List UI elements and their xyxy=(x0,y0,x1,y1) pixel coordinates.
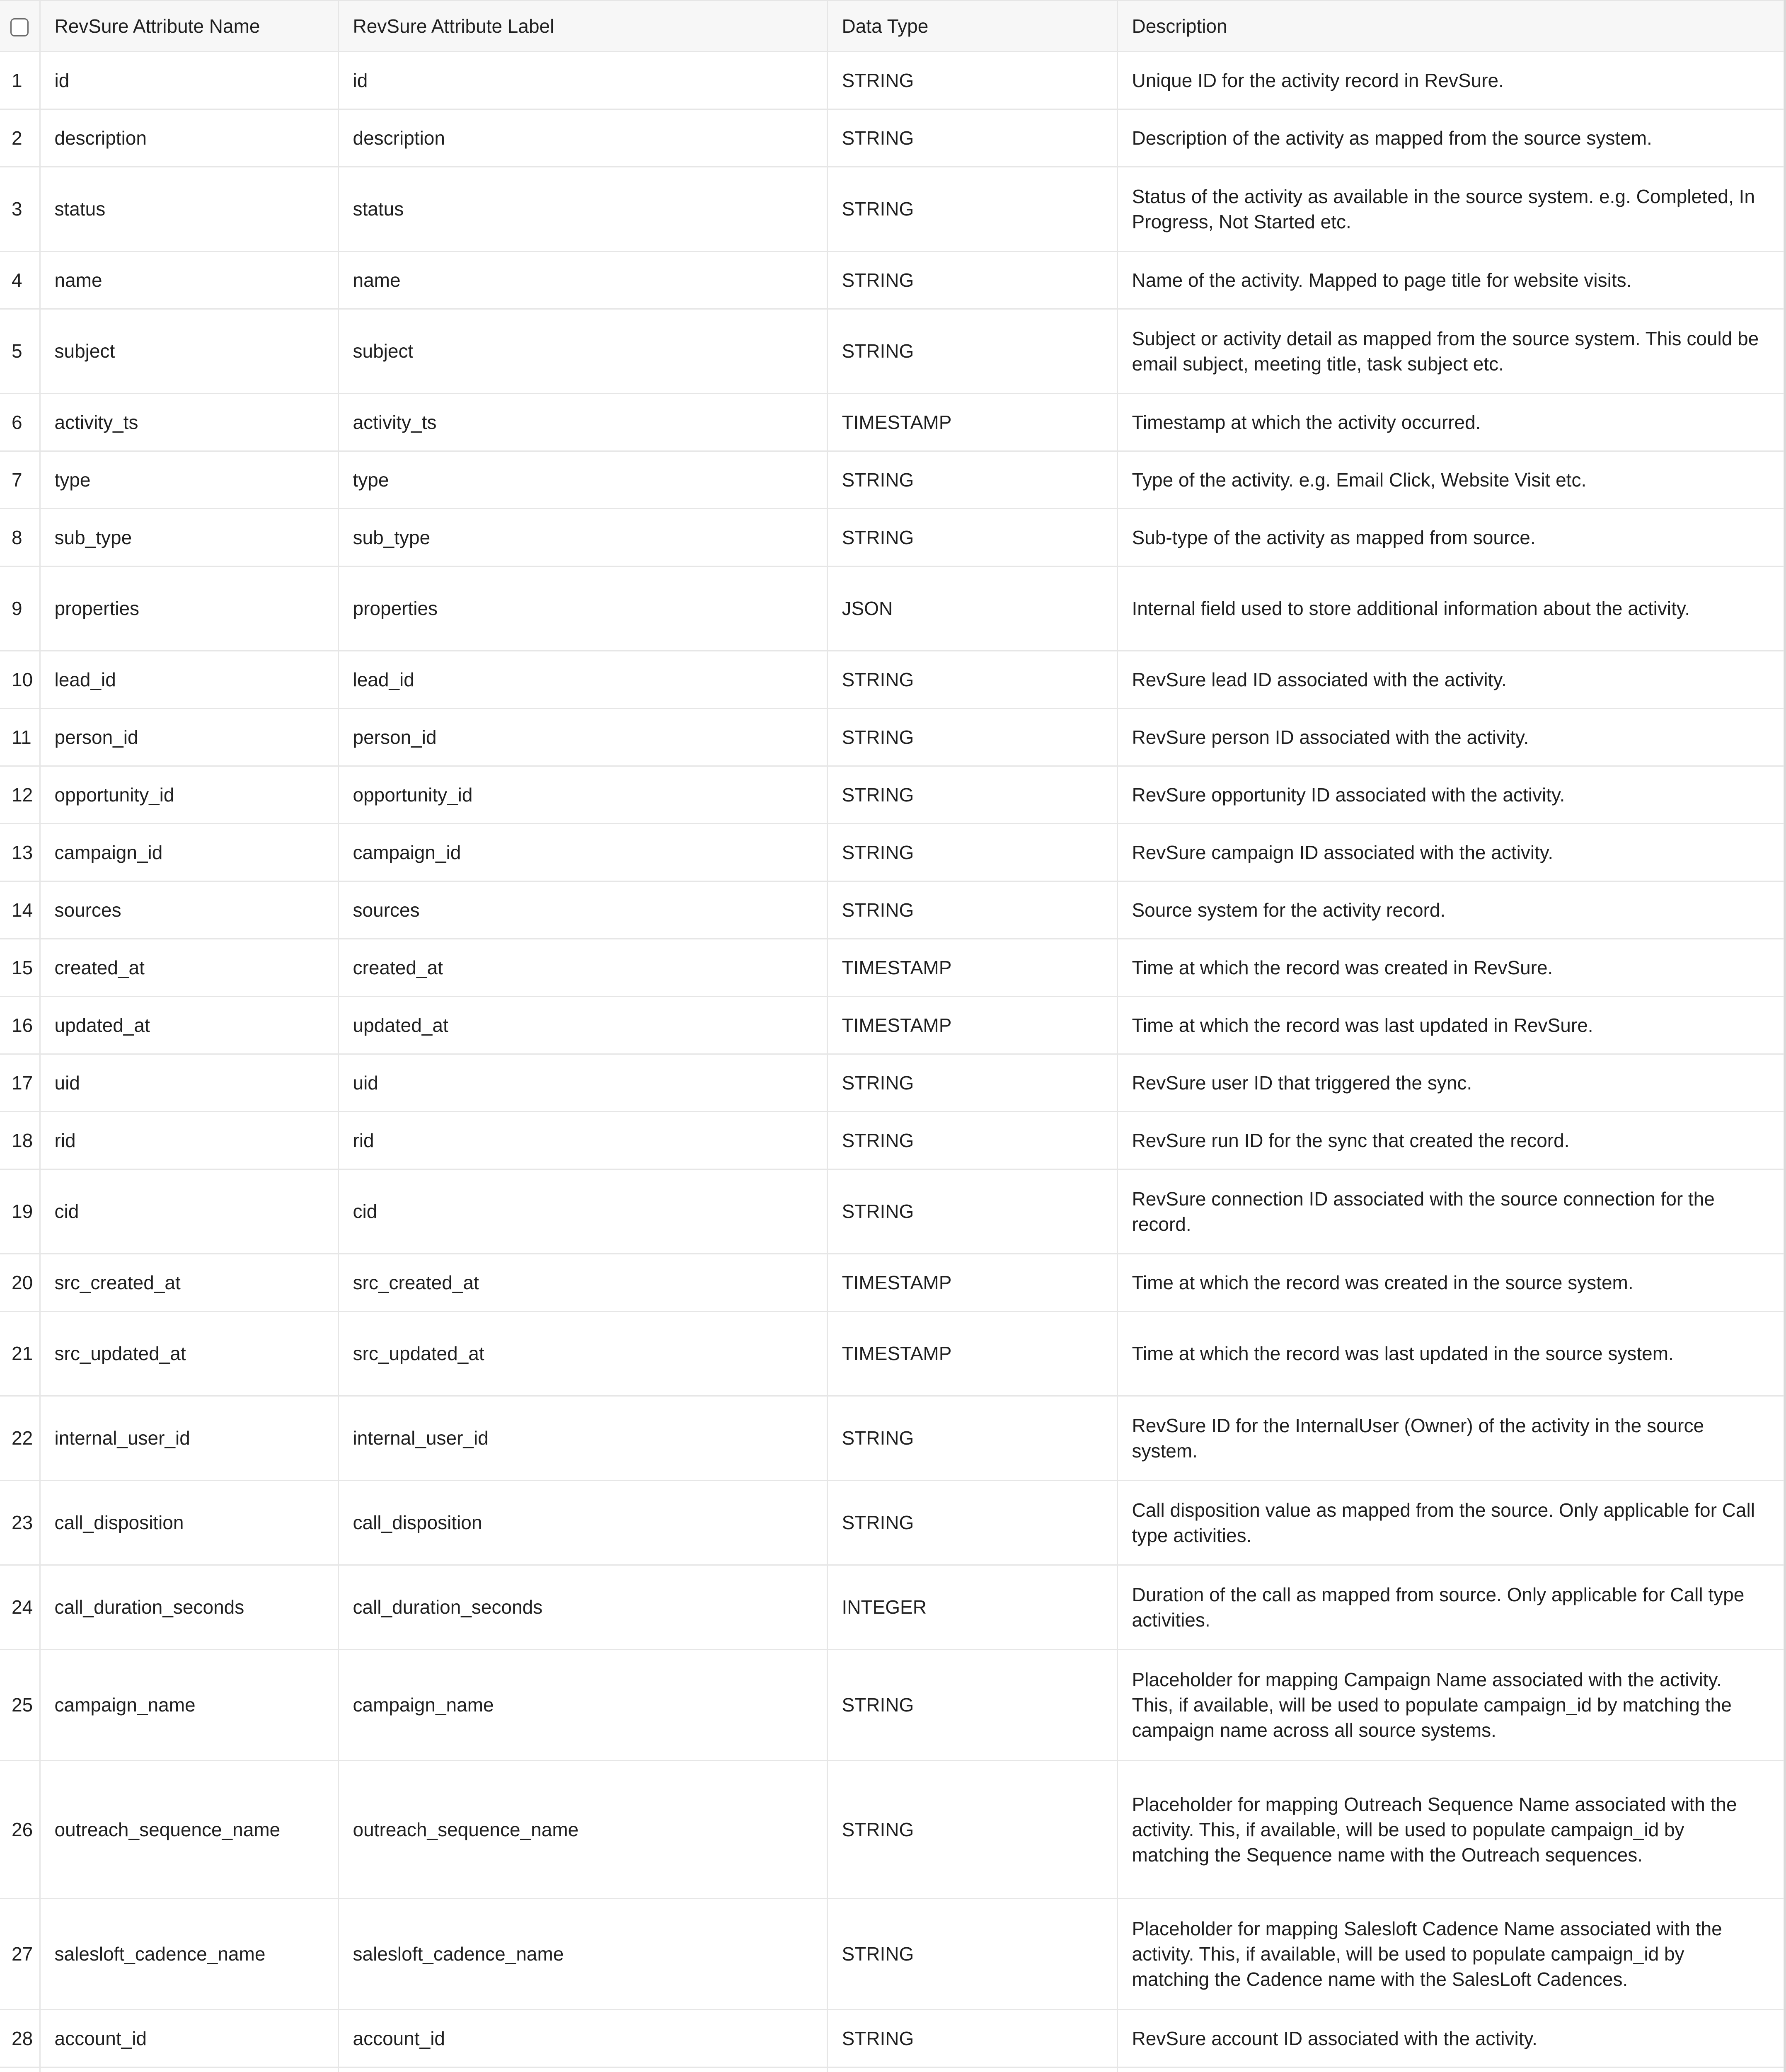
attribute-name-cell: rid xyxy=(40,1112,338,1169)
row-number: 3 xyxy=(0,167,40,252)
attribute-name-cell: properties xyxy=(40,566,338,651)
data-type-cell: STRING xyxy=(827,709,1117,766)
row-number: 5 xyxy=(0,309,40,394)
row-number xyxy=(0,2067,40,2072)
column-header-type[interactable]: Data Type xyxy=(827,1,1117,52)
description-cell: Source system for the activity record. xyxy=(1117,881,1784,939)
table-row[interactable] xyxy=(0,1112,1784,1169)
row-number: 28 xyxy=(0,2010,40,2067)
attribute-label-cell: properties xyxy=(338,566,827,651)
table-row[interactable] xyxy=(0,1312,1784,1396)
description-cell: Duration of the call as mapped from source. Only applicable for Call type activities. xyxy=(1117,1565,1784,1650)
attribute-label-cell: uid xyxy=(338,1054,827,1112)
table-row[interactable] xyxy=(0,566,1784,651)
data-type-cell: STRING xyxy=(827,1054,1117,1112)
data-type-cell: TIMESTAMP xyxy=(827,939,1117,997)
vertical-scrollbar[interactable] xyxy=(1784,0,1786,2072)
table-row[interactable] xyxy=(0,1565,1784,1650)
description-cell: Description of the activity as mapped from the source system. xyxy=(1117,109,1784,167)
description-cell: Type of the activity. e.g. Email Click, Website Visit etc. xyxy=(1117,451,1784,509)
attribute-label-cell xyxy=(338,2067,827,2072)
table-row[interactable] xyxy=(0,509,1784,566)
row-number: 20 xyxy=(0,1254,40,1312)
row-number: 18 xyxy=(0,1112,40,1169)
attribute-name-cell: subject xyxy=(40,309,338,394)
select-all-checkbox[interactable] xyxy=(10,18,29,36)
column-header-description[interactable]: Description xyxy=(1117,1,1784,52)
table-body xyxy=(0,52,1784,2072)
attribute-name-cell: call_disposition xyxy=(40,1481,338,1565)
table-row[interactable] xyxy=(0,52,1784,109)
description-cell: Placeholder for mapping Salesloft Cadence Name associated with the activity. This, if available, will be used to populate campaign_id by matching the Cadence name with the SalesLoft Cadences. xyxy=(1117,1899,1784,2010)
data-type-cell: STRING xyxy=(827,881,1117,939)
row-number: 23 xyxy=(0,1481,40,1565)
data-type-cell: STRING xyxy=(827,109,1117,167)
table-row[interactable] xyxy=(0,252,1784,309)
description-cell: Sub-type of the activity as mapped from source. xyxy=(1117,509,1784,566)
attribute-label-cell: sources xyxy=(338,881,827,939)
attribute-name-cell: uid xyxy=(40,1054,338,1112)
row-number: 4 xyxy=(0,252,40,309)
attribute-name-cell: person_id xyxy=(40,709,338,766)
description-cell: Time at which the record was created in RevSure. xyxy=(1117,939,1784,997)
row-number: 13 xyxy=(0,824,40,881)
data-type-cell: STRING xyxy=(827,824,1117,881)
row-number: 12 xyxy=(0,766,40,824)
attribute-name-cell: campaign_name xyxy=(40,1650,338,1761)
row-number: 14 xyxy=(0,881,40,939)
table-row[interactable] xyxy=(0,1054,1784,1112)
attribute-label-cell: description xyxy=(338,109,827,167)
data-type-cell: STRING xyxy=(827,766,1117,824)
table-row[interactable] xyxy=(0,709,1784,766)
data-type-cell: JSON xyxy=(827,566,1117,651)
description-cell: RevSure campaign ID associated with the activity. xyxy=(1117,824,1784,881)
description-cell: Internal field used to store additional information about the activity. xyxy=(1117,566,1784,651)
row-number: 2 xyxy=(0,109,40,167)
description-cell xyxy=(1117,2067,1784,2072)
attribute-label-cell: status xyxy=(338,167,827,252)
row-number: 7 xyxy=(0,451,40,509)
row-number: 22 xyxy=(0,1396,40,1481)
attribute-label-cell: subject xyxy=(338,309,827,394)
attribute-label-cell: updated_at xyxy=(338,997,827,1054)
attribute-label-cell: internal_user_id xyxy=(338,1396,827,1481)
data-type-cell: STRING xyxy=(827,167,1117,252)
data-type-cell: STRING xyxy=(827,52,1117,109)
attribute-name-cell: src_updated_at xyxy=(40,1312,338,1396)
table-row[interactable] xyxy=(0,1254,1784,1312)
attribute-name-cell: updated_at xyxy=(40,997,338,1054)
row-number: 11 xyxy=(0,709,40,766)
row-number: 19 xyxy=(0,1169,40,1254)
data-type-cell: STRING xyxy=(827,1169,1117,1254)
row-number: 17 xyxy=(0,1054,40,1112)
attribute-label-cell: id xyxy=(338,52,827,109)
row-number: 26 xyxy=(0,1761,40,1899)
data-type-cell xyxy=(827,2067,1117,2072)
data-type-cell: TIMESTAMP xyxy=(827,997,1117,1054)
attribute-name-cell: description xyxy=(40,109,338,167)
data-type-cell: STRING xyxy=(827,1396,1117,1481)
table-row[interactable] xyxy=(0,1761,1784,1899)
row-number: 8 xyxy=(0,509,40,566)
attribute-name-cell: sub_type xyxy=(40,509,338,566)
row-number: 27 xyxy=(0,1899,40,2010)
table-row[interactable] xyxy=(0,2067,1784,2072)
description-cell: RevSure connection ID associated with the source connection for the record. xyxy=(1117,1169,1784,1254)
description-cell: RevSure opportunity ID associated with the activity. xyxy=(1117,766,1784,824)
table-row[interactable] xyxy=(0,109,1784,167)
attribute-label-cell: sub_type xyxy=(338,509,827,566)
attribute-label-cell: call_duration_seconds xyxy=(338,1565,827,1650)
attribute-name-cell: lead_id xyxy=(40,651,338,709)
select-all-cell xyxy=(0,1,40,52)
table-row[interactable] xyxy=(0,167,1784,252)
attribute-label-cell: lead_id xyxy=(338,651,827,709)
description-cell: RevSure lead ID associated with the activity. xyxy=(1117,651,1784,709)
attribute-label-cell: campaign_id xyxy=(338,824,827,881)
table-row[interactable] xyxy=(0,881,1784,939)
table-row[interactable] xyxy=(0,309,1784,394)
attribute-label-cell: campaign_name xyxy=(338,1650,827,1761)
data-type-cell: TIMESTAMP xyxy=(827,394,1117,451)
table-row[interactable] xyxy=(0,939,1784,997)
attribute-name-cell: salesloft_cadence_name xyxy=(40,1899,338,2010)
attribute-name-cell: call_duration_seconds xyxy=(40,1565,338,1650)
table-row[interactable] xyxy=(0,766,1784,824)
description-cell: Time at which the record was last updated in RevSure. xyxy=(1117,997,1784,1054)
description-cell: RevSure ID for the InternalUser (Owner) of the activity in the source system. xyxy=(1117,1396,1784,1481)
description-cell: Name of the activity. Mapped to page title for website visits. xyxy=(1117,252,1784,309)
data-type-cell: STRING xyxy=(827,451,1117,509)
description-cell: Timestamp at which the activity occurred. xyxy=(1117,394,1784,451)
row-number: 10 xyxy=(0,651,40,709)
attribute-label-cell: salesloft_cadence_name xyxy=(338,1899,827,2010)
attribute-label-cell: src_created_at xyxy=(338,1254,827,1312)
column-header-label[interactable]: RevSure Attribute Label xyxy=(338,1,827,52)
column-header-name[interactable]: RevSure Attribute Name xyxy=(40,1,338,52)
attribute-name-cell: campaign_id xyxy=(40,824,338,881)
data-type-cell: STRING xyxy=(827,509,1117,566)
description-cell: RevSure user ID that triggered the sync. xyxy=(1117,1054,1784,1112)
data-type-cell: TIMESTAMP xyxy=(827,1254,1117,1312)
attribute-label-cell: name xyxy=(338,252,827,309)
table-header-row xyxy=(0,1,1784,52)
data-type-cell: STRING xyxy=(827,252,1117,309)
description-cell: Time at which the record was created in the source system. xyxy=(1117,1254,1784,1312)
table-row[interactable] xyxy=(0,1169,1784,1254)
attribute-label-cell: outreach_sequence_name xyxy=(338,1761,827,1899)
attribute-name-cell: type xyxy=(40,451,338,509)
table-row[interactable] xyxy=(0,997,1784,1054)
attribute-label-cell: cid xyxy=(338,1169,827,1254)
table-row[interactable] xyxy=(0,1650,1784,1761)
data-type-cell: STRING xyxy=(827,1899,1117,2010)
table-row[interactable] xyxy=(0,2010,1784,2067)
table-row[interactable] xyxy=(0,394,1784,451)
attribute-label-cell: opportunity_id xyxy=(338,766,827,824)
data-type-cell: STRING xyxy=(827,1761,1117,1899)
row-number: 25 xyxy=(0,1650,40,1761)
row-number: 6 xyxy=(0,394,40,451)
description-cell: Placeholder for mapping Outreach Sequence Name associated with the activity. This, if available, will be used to populate campaign_id by matching the Sequence name with the Outreach sequences. xyxy=(1117,1761,1784,1899)
attribute-name-cell: activity_ts xyxy=(40,394,338,451)
attribute-label-cell: type xyxy=(338,451,827,509)
table-row[interactable] xyxy=(0,451,1784,509)
attribute-label-cell: activity_ts xyxy=(338,394,827,451)
data-type-cell: TIMESTAMP xyxy=(827,1312,1117,1396)
data-type-cell: STRING xyxy=(827,1650,1117,1761)
table-row[interactable] xyxy=(0,651,1784,709)
attribute-name-cell: cid xyxy=(40,1169,338,1254)
table-row[interactable] xyxy=(0,1481,1784,1565)
description-cell: Status of the activity as available in the source system. e.g. Completed, In Progress, Not Started etc. xyxy=(1117,167,1784,252)
attribute-name-cell: internal_user_id xyxy=(40,1396,338,1481)
data-type-cell: STRING xyxy=(827,309,1117,394)
description-cell: RevSure person ID associated with the activity. xyxy=(1117,709,1784,766)
attribute-name-cell: account_id xyxy=(40,2010,338,2067)
attribute-name-cell: name xyxy=(40,252,338,309)
attribute-name-cell: id xyxy=(40,52,338,109)
description-cell: RevSure account ID associated with the activity. xyxy=(1117,2010,1784,2067)
description-cell: Time at which the record was last updated in the source system. xyxy=(1117,1312,1784,1396)
attribute-name-cell: created_at xyxy=(40,939,338,997)
attribute-label-cell: created_at xyxy=(338,939,827,997)
attribute-label-cell: person_id xyxy=(338,709,827,766)
attribute-label-cell: call_disposition xyxy=(338,1481,827,1565)
table-row[interactable] xyxy=(0,824,1784,881)
attribute-name-cell: sources xyxy=(40,881,338,939)
data-type-cell: STRING xyxy=(827,651,1117,709)
description-cell: Unique ID for the activity record in RevSure. xyxy=(1117,52,1784,109)
row-number: 16 xyxy=(0,997,40,1054)
row-number: 21 xyxy=(0,1312,40,1396)
row-number: 24 xyxy=(0,1565,40,1650)
attribute-name-cell: outreach_sequence_name xyxy=(40,1761,338,1899)
description-cell: RevSure run ID for the sync that created the record. xyxy=(1117,1112,1784,1169)
attribute-label-cell: src_updated_at xyxy=(338,1312,827,1396)
attribute-name-cell: status xyxy=(40,167,338,252)
data-type-cell: STRING xyxy=(827,1112,1117,1169)
row-number: 1 xyxy=(0,52,40,109)
attribute-name-cell xyxy=(40,2067,338,2072)
table-row[interactable] xyxy=(0,1899,1784,2010)
row-number: 15 xyxy=(0,939,40,997)
attribute-label-cell: rid xyxy=(338,1112,827,1169)
attribute-name-cell: opportunity_id xyxy=(40,766,338,824)
attribute-label-cell: account_id xyxy=(338,2010,827,2067)
description-cell: Call disposition value as mapped from the source. Only applicable for Call type activities. xyxy=(1117,1481,1784,1565)
table-row[interactable] xyxy=(0,1396,1784,1481)
attribute-name-cell: src_created_at xyxy=(40,1254,338,1312)
description-cell: Subject or activity detail as mapped from the source system. This could be email subject, meeting title, task subject etc. xyxy=(1117,309,1784,394)
description-cell: Placeholder for mapping Campaign Name associated with the activity. This, if available, will be used to populate campaign_id by matching the campaign name across all source systems. xyxy=(1117,1650,1784,1761)
row-number: 9 xyxy=(0,566,40,651)
data-type-cell: STRING xyxy=(827,1481,1117,1565)
data-type-cell: STRING xyxy=(827,2010,1117,2067)
data-type-cell: INTEGER xyxy=(827,1565,1117,1650)
